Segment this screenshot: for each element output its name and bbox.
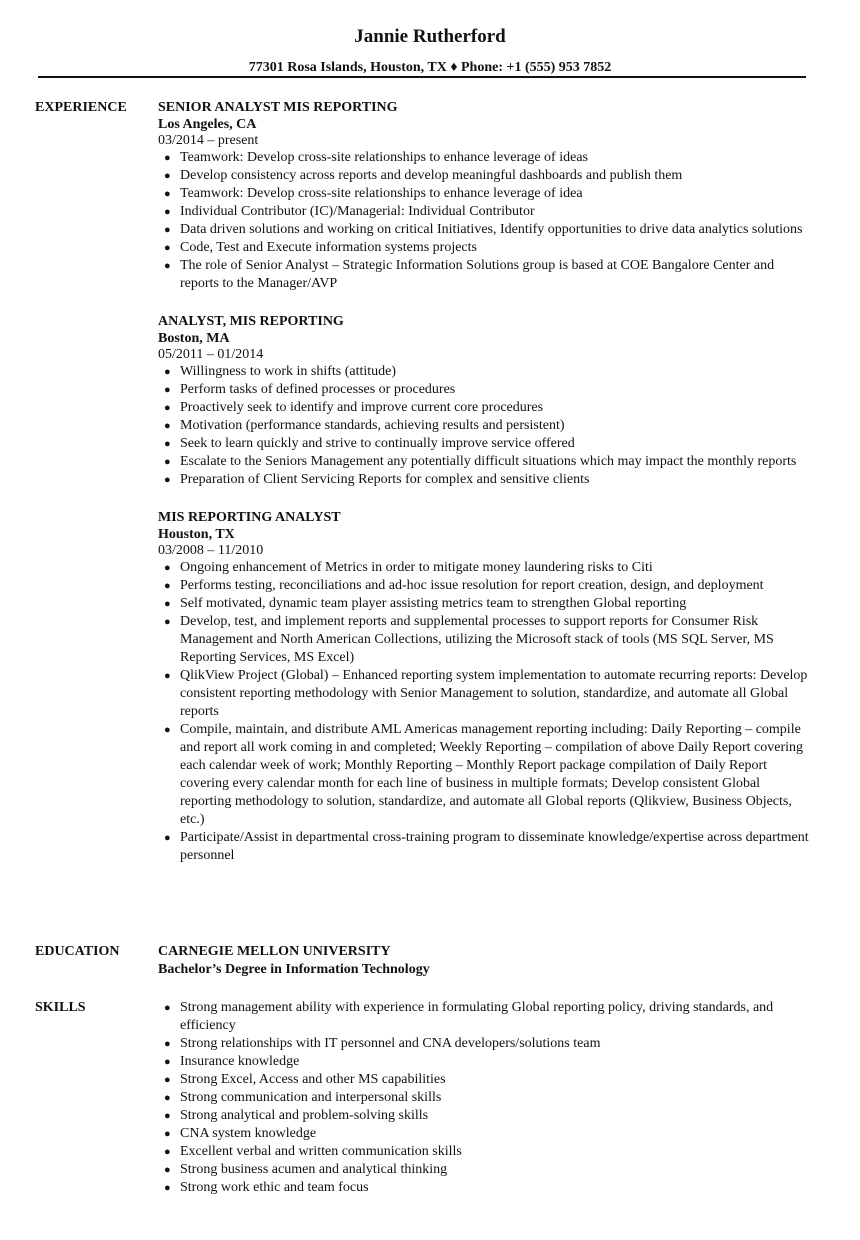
skill-text: Strong analytical and problem-solving skills <box>180 1108 429 1123</box>
education-body <box>158 943 814 979</box>
header-divider <box>38 76 806 78</box>
job-location: Houston, TX <box>158 527 235 542</box>
bullet-text: Self motivated, dynamic team player assisting metrics team to strengthen Global reporting <box>180 596 687 611</box>
list-item <box>158 363 814 381</box>
list-item <box>158 1035 814 1053</box>
list-item <box>158 471 814 489</box>
skill-text: Excellent verbal and written communication skills <box>180 1144 462 1159</box>
skill-text: Strong management ability with experience in formulating Global reporting policy, driving standards, and efficiency <box>180 1000 774 1033</box>
bullet-text: The role of Senior Analyst – Strategic Information Solutions group is based at COE Bangalore Center and reports to the Manager/AVP <box>180 258 775 291</box>
job-bullets <box>158 149 814 293</box>
list-item <box>158 1071 814 1089</box>
bullet-icon: ● <box>164 724 171 736</box>
list-item <box>158 721 814 829</box>
list-item <box>158 613 814 667</box>
list-item <box>158 435 814 453</box>
skills-list <box>158 999 814 1197</box>
bullet-text: Individual Contributor (IC)/Managerial: Individual Contributor <box>180 204 535 219</box>
list-item <box>158 667 814 721</box>
skill-text: Insurance knowledge <box>180 1054 300 1069</box>
bullet-text: Motivation (performance standards, achieving results and persistent) <box>180 418 565 433</box>
bullet-text: Develop consistency across reports and develop meaningful dashboards and publish them <box>180 168 683 183</box>
bullet-text: Develop, test, and implement reports and supplemental processes to support reports for Consumer Risk Management and North American Collections, utilizing the Microsoft stack of tools (MS SQL Server, MS Reporting Services, MS Excel) <box>180 614 774 665</box>
job-dates: 03/2014 – present <box>158 133 259 148</box>
bullet-text: Participate/Assist in departmental cross-training program to disseminate knowledge/expertise across department personnel <box>180 830 809 863</box>
bullet-icon: ● <box>164 1074 171 1086</box>
bullet-icon: ● <box>164 366 171 378</box>
list-item <box>158 999 814 1035</box>
list-item <box>158 257 814 293</box>
bullet-icon: ● <box>164 242 171 254</box>
education-label: EDUCATION <box>35 944 120 959</box>
list-item <box>158 1161 814 1179</box>
list-item <box>158 595 814 613</box>
bullet-text: Escalate to the Seniors Management any potentially difficult situations which may impact the monthly reports <box>180 454 797 469</box>
list-item <box>158 577 814 595</box>
bullet-icon: ● <box>164 1110 171 1122</box>
bullet-text: Seek to learn quickly and strive to continually improve service offered <box>180 436 575 451</box>
skills-body <box>158 999 814 1197</box>
school-name: CARNEGIE MELLON UNIVERSITY <box>158 944 391 959</box>
list-item <box>158 203 814 221</box>
list-item <box>158 1089 814 1107</box>
list-item <box>158 417 814 435</box>
bullet-text: Ongoing enhancement of Metrics in order to mitigate money laundering risks to Citi <box>180 560 653 575</box>
bullet-icon: ● <box>164 832 171 844</box>
bullet-icon: ● <box>164 562 171 574</box>
list-item <box>158 1107 814 1125</box>
experience-label: EXPERIENCE <box>35 100 127 115</box>
list-item <box>158 185 814 203</box>
bullet-icon: ● <box>164 1092 171 1104</box>
list-item <box>158 829 814 865</box>
bullet-text: Perform tasks of defined processes or procedures <box>180 382 456 397</box>
skill-text: Strong Excel, Access and other MS capabilities <box>180 1072 446 1087</box>
job-bullets <box>158 559 814 865</box>
list-item <box>158 1053 814 1071</box>
bullet-text: Code, Test and Execute information systems projects <box>180 240 477 255</box>
contact-line: 77301 Rosa Islands, Houston, TX ♦ Phone: +1 (555) 953 7852 <box>248 60 612 75</box>
list-item <box>158 149 814 167</box>
experience-body <box>158 99 814 885</box>
bullet-icon: ● <box>164 152 171 164</box>
skill-text: Strong work ethic and team focus <box>180 1180 369 1195</box>
list-item <box>158 399 814 417</box>
job-title: ANALYST, MIS REPORTING <box>158 314 344 329</box>
bullet-icon: ● <box>164 1038 171 1050</box>
skill-text: Strong business acumen and analytical thinking <box>180 1162 448 1177</box>
bullet-icon: ● <box>164 1146 171 1158</box>
list-item <box>158 1125 814 1143</box>
list-item <box>158 221 814 239</box>
bullet-icon: ● <box>164 580 171 592</box>
bullet-text: Proactively seek to identify and improve current core procedures <box>180 400 544 415</box>
bullet-icon: ● <box>164 384 171 396</box>
bullet-icon: ● <box>164 1128 171 1140</box>
bullet-text: Data driven solutions and working on critical Initiatives, Identify opportunities to drive data analytics solutions <box>180 222 803 237</box>
degree: Bachelor’s Degree in Information Technology <box>158 962 430 977</box>
list-item <box>158 167 814 185</box>
job-entry <box>158 99 814 293</box>
bullet-icon: ● <box>164 1182 171 1194</box>
job-dates: 05/2011 – 01/2014 <box>158 347 264 362</box>
candidate-name: Jannie Rutherford <box>354 26 506 47</box>
job-dates: 03/2008 – 11/2010 <box>158 543 264 558</box>
bullet-icon: ● <box>164 456 171 468</box>
bullet-icon: ● <box>164 224 171 236</box>
bullet-icon: ● <box>164 206 171 218</box>
bullet-icon: ● <box>164 1056 171 1068</box>
list-item <box>158 239 814 257</box>
bullet-icon: ● <box>164 670 171 682</box>
bullet-text: Performs testing, reconciliations and ad-hoc issue resolution for report creation, design, and deployment <box>180 578 764 593</box>
job-title: SENIOR ANALYST MIS REPORTING <box>158 100 398 115</box>
bullet-text: QlikView Project (Global) – Enhanced reporting system implementation to automate recurring reports: Develop consistent reporting methodology with Senior Management to solution, standardize, and automate all Global reports <box>180 668 808 719</box>
skill-text: Strong communication and interpersonal skills <box>180 1090 442 1105</box>
skill-text: Strong relationships with IT personnel and CNA developers/solutions team <box>180 1036 601 1051</box>
bullet-text: Willingness to work in shifts (attitude) <box>180 364 397 379</box>
bullet-icon: ● <box>164 598 171 610</box>
skill-text: CNA system knowledge <box>180 1126 317 1141</box>
job-location: Los Angeles, CA <box>158 117 257 132</box>
bullet-text: Teamwork: Develop cross-site relationships to enhance leverage of ideas <box>180 150 588 165</box>
list-item <box>158 559 814 577</box>
bullet-text: Teamwork: Develop cross-site relationships to enhance leverage of idea <box>180 186 583 201</box>
bullet-text: Preparation of Client Servicing Reports for complex and sensitive clients <box>180 472 590 487</box>
bullet-icon: ● <box>164 170 171 182</box>
resume-header <box>0 26 860 77</box>
list-item <box>158 381 814 399</box>
job-title: MIS REPORTING ANALYST <box>158 510 341 525</box>
bullet-icon: ● <box>164 402 171 414</box>
job-entry <box>158 509 814 865</box>
list-item <box>158 1179 814 1197</box>
bullet-icon: ● <box>164 1002 171 1014</box>
bullet-text: Compile, maintain, and distribute AML Americas management reporting including: Daily Reporting – compile and report all work coming in and completed; Weekly Reporting – compilation of above Daily Report covering each calendar week of work; Monthly Reporting – Monthly Report package compilation of Daily Report covering every calendar month for each line of business in multiple formats; Develop consistent Global reporting methodology to solution, standardize, and automate all Global reports (Qlikview, Business Objects, etc.) <box>180 722 804 827</box>
bullet-icon: ● <box>164 1164 171 1176</box>
skills-label: SKILLS <box>35 1000 86 1015</box>
bullet-icon: ● <box>164 474 171 486</box>
bullet-icon: ● <box>164 438 171 450</box>
bullet-icon: ● <box>164 260 171 272</box>
bullet-icon: ● <box>164 188 171 200</box>
list-item <box>158 1143 814 1161</box>
bullet-icon: ● <box>164 420 171 432</box>
job-entry <box>158 313 814 489</box>
job-bullets <box>158 363 814 489</box>
bullet-icon: ● <box>164 616 171 628</box>
list-item <box>158 453 814 471</box>
job-location: Boston, MA <box>158 331 230 346</box>
